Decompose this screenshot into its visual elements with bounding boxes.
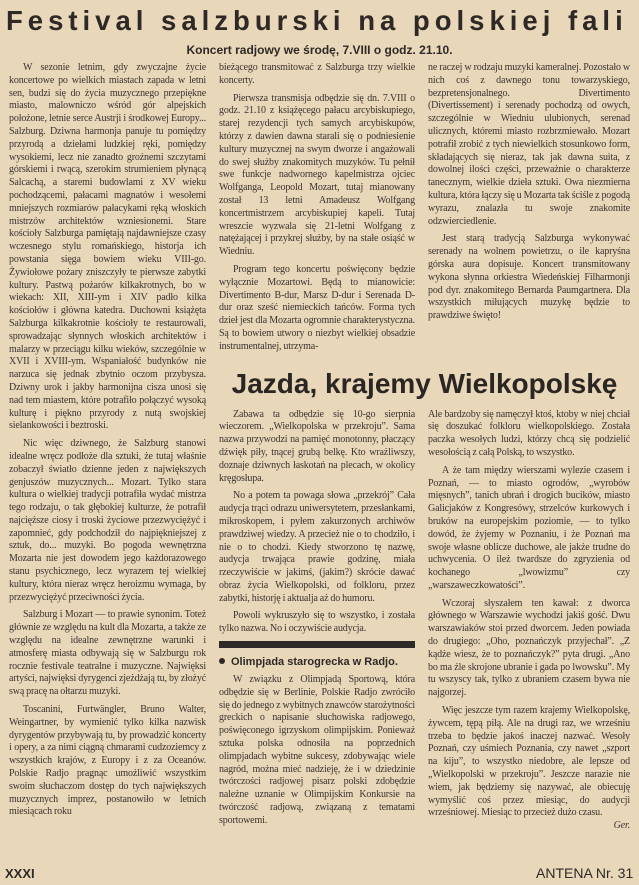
paragraph	[428, 705, 630, 832]
paragraph: bieżącego transmitować z Salzburga trzy wielkie koncerty.	[219, 62, 415, 86]
wielkopolska-column-2	[428, 409, 630, 834]
paragraph: Jest starą tradycją Salzburga wykonywać serenady na wolnem powietrzu, o ile kapryśna górska aura dopisuje. Koncert transmitowany wykona słynna orkiestra Wiedeńskiej Filharmonji pod dyr. znakomitego Bernarda Paumgartnera. Dla wszystkich miłujących muzykę będzie to prawdziwe święto!	[428, 233, 630, 322]
paragraph: Ale bardzoby się namęczył ktoś, ktoby w niej chciał się doszukać folkloru wielkopolskiego. Została paczka wesołych ludzi, którzy chcą się podzielić wesołością z całą Polską, to wszystko.	[428, 408, 630, 458]
paragraph: Wczoraj słyszałem ten kawał: z dworca głównego w Warszawie wychodzi jakiś gość. Dwu warszawiaków stoi przed dworcem. Jeden powiada do drugiego: „Oho, poznańczyk przyjechał”. „Z kądże wiesz, że to poznańczyk?” pyta drugi. „Ano bo ma źle skrojone ubranie i gada po lwowsku”. My tu wszyscy tak, tylko z ubraniem czasem bywa nie najgorzej.	[428, 597, 630, 699]
paragraph: W związku z Olimpjadą Sportową, która odbędzie się w Berlinie, Polskie Radjo zwróciło się do jednego z wybitnych znawców starożytności greckich o napisanie słuchowiska radjowego, poświęconego igrzyskom olimpijskim. Ponieważ sztuka polska odnosiła na poprzednich olimpjadach wybitne sukcesy, zdobywając wiele nagród, można mieć nadzieję, że i w dziedzinie twórczości radjowej pisarz polski zdobędzie należne uznanie w Olimpijskim Konkursie na twórczość radjową, związaną z tematami sportowemi.	[219, 674, 415, 826]
wielkopolska-left-stack	[219, 409, 415, 833]
wielkopolska-columns-row	[219, 409, 630, 834]
salzburg-column-2	[219, 62, 415, 359]
paragraph: ne raczej w rodzaju muzyki kameralnej. Pozostało w nich coś z dawnego tonu towarzyskiego, bezpretensjonalnego. Divertimento (Divertissement) i serenady pochodzą od owych, szczególnie w Wiedniu ulubionych, serenad ulicznych, któremi miasto rozbrzmiewało. Mozart potrafił zrobić z tych niewielkich stosunkowo form, składających się nieraz, tak jak dawna suita, z dowolnej ilości części, przeważnie o charakterze tanecznym, wielkie dzieła sztuki. Owa niezmierna kultura, która łączy się u Mozarta tak ściśle z pogodą wyrazu, znalazła tu swoje znakomite odzwierciedlenie.	[428, 62, 630, 227]
paragraph: Powoli wykruszyło się to wszystko, i została tylko nazwa. No i oczywiście audycja.	[219, 610, 415, 635]
paragraph: Program tego koncertu poświęcony będzie wyłącznie Mozartowi. Będą to mianowicie: Divertimento B-dur, Marsz D-dur i Serenada D-dur oraz sześć niemieckich tańców. Forma tych dzieł jest dla Mozarta ogromnie charakterystyczna. Są to bowiem utwory o niezbyt wielkiej obsadzie instrumentalnej, utrzyma-	[219, 263, 415, 352]
bullet-icon	[219, 658, 225, 664]
paragraph: Pierwsza transmisja odbędzie się dn. 7.VIII o godz. 21.10 z książęcego pałacu arcybiskupiego, starej rezydencji tych samych arcybiskupów, którzy z dawien dawna starali się o podniesienie kultury muzycznej na swym dworze i angażowali do swej służby znakomitych muzyków. Tu pełnił swe funkcje nadwornego kapelmistrza ojciec Wolfganga, Leopold Mozart, tutaj mianowany został 13 letni Amadeusz Wolfgang koncertmistrzem arcybiskupiej kapeli. Tutaj wreszcie wyzwala się 21-letni Wolfgang z natężającej i przykrej służby, by na stałe osiąść w Wiedniu.	[219, 92, 415, 258]
paragraph: Nic więc dziwnego, że Salzburg stanowi idealne wręcz podłoże dla sztuki, że tutaj właśnie zobaczył światło dzienne jeden z największych genjuszów muzycznych... Mozart. Tylko stara kultura o wielkiej tradycji potrafiła wydać mistrza tego rodzaju, o tak głębokiej kulturze, że potrafił najcięższe ciosy i troski życiowe przezwyciężyć i zapomnieć, gdy podchodził do najpiękniejszej z sztuk, do... muzyki. Bo pogoda wewnętrzna Mozarta nie jest dowodem jego każdorazowego stanu psychicznego, lecz wyrazem tej wielkiej kultury, która nieraz wręcz heroizmu wymaga, by przezwyciężyć przeciwności życia.	[9, 438, 206, 603]
wielkopolska-column-1	[219, 409, 415, 637]
paragraph: A że tam między wierszami wylezie czasem i Poznań, — to miasto ogrodów, „wyrobów mięsnych”, tanich ubrań i drogich bucików, miasto Galicjaków z Kongresówy, strzelców kurkowych i bruków na europejskim poziomie, — to tylko dowód, że żyjemy w Poznaniu, i że Poznań ma swoje własne oblicze duchowe, ale jakże trudne do uchwycenia. O ileż twardsze do zgryzienia od kochanego „lwowizmu” czy „warszaweczkowatości”.	[428, 464, 630, 591]
olympiad-heading	[219, 655, 415, 669]
section-divider-bar	[219, 641, 415, 648]
article-title-salzburg-festival: Festival salzburski na polskiej fali	[6, 5, 628, 36]
right-area	[219, 62, 630, 833]
olympiad-column	[219, 674, 415, 828]
salzburg-columns-row	[219, 62, 630, 359]
article-subtitle-concert-time: Koncert radjowy we środę, 7.VIII o godz. 21.10.	[186, 43, 453, 57]
salzburg-column-1	[9, 62, 206, 824]
salzburg-column-3	[428, 62, 630, 328]
paragraph: Salzburg i Mozart — to prawie synonim. Toteż głównie ze względu na kult dla Mozarta, a także ze względu na idealne zewnętrzne warunki i atmosferę miasta odbywają się w Salzburgu rok rocznie festivale teatralne i muzyczne. Najwięksi artyści, najwięksi dyrygenci zjeżdżają tu, by złożyć swą pracę na ołtarzu muzyki.	[9, 609, 206, 698]
paragraph: Toscanini, Furtwängler, Bruno Walter, Weingartner, by wymienić tylko kilka nazwisk dyrygentów przybywają tu, by prowadzić koncerty i opery, a za nimi ciągną chmarami cudzoziemcy z wszystkich krajów, z Europy i z za Oceanów. Polskie Radjo pragnąc umożliwić wszystkim swoim słuchaczom dostęp do tych największych muzycznych imprez, postanowiło w letnich miesiącach roku	[9, 704, 206, 818]
paragraph-text: Więc jeszcze tym razem krajemy Wielkopolskę, żywcem, tępą piłą. Ale na drugi raz, we wrześniu trzeba to będzie jakoś inaczej nazwać. Wesoły Poznań, czy uśmiech Poznania, czy nawet „szport na kiju”, to wszystko niedobre, ale lepsze od „Wielkopolski w przekroju”. Jeszcze narazie nie wiem, jak będziemy się nazywać, ale obiecuję wymyślić coś przez miesiąc, do audycji wrześniowej. Miesiąc to przecież dużo czasu.	[428, 705, 630, 819]
article-title-wielkopolska: Jazda, krajemy Wielkopolskę	[231, 367, 618, 399]
issue-label: ANTENA Nr. 31	[536, 865, 634, 881]
author-signature: Ger.	[613, 820, 630, 832]
olympiad-heading-text: Olimpjada starogrecka w Radjo.	[231, 656, 398, 669]
page-number: XXXI	[5, 866, 35, 881]
paragraph: W sezonie letnim, gdy zwyczajne życie koncertowe po wielkich miastach zapada w letni sen, budzi się do życia muzycznego przepiękne miasto, malowniczo wśród gór alpejskich położone, letnie serce Austrji i środkowej Europy... Salzburg. Dziwna harmonja panuje tu pomiędzy przyrodą a dziełami ludzkiej ręki, pomiędzy wysokiemi, lecz nie zanadto groźnemi szczytami górskiemi i rwącą, szerokim strumieniem płynącą Salcachą, a staremi budowlami z XV wieku pochodzącemi, pałacami magnatów i wesołemi mniejszych rozmiarów pałacykami ręką włoskich mistrzów architektów wzniesionemi. Stare kościoły Salzburga pamiętają najdawniejsze czasy wczesnego stylu romańskiego, historja ich powstania sięga bowiem wieku VIII-go. Żywiołowe pożary zniszczyły te pierwsze zabytki kultury. Pastwą pożarów kilkakrotnych, bo w wiekach: XII, XIII-ym i XIV padło kilka kościołów i główna katedra. Duchowni książęta Salzburga kilkakrotnie kościoły te restaurowali, sprowadzając słynnych włoskich architektów i malarzy w przeciągu kilku wieków, szczególnie w XVII i XVIII-ym. Wspaniałość budynków nie narzuca się jednak zbytnio oczom przybysza. Dziwny urok i jakby harmonijna cisza unosi się nad tem miastem, które potrafiło połączyć wysoką kulturę i piękno przyrody z nutą swojskiej sielankowości i beztroski.	[9, 62, 206, 432]
paragraph: No a potem ta powaga słowa „przekrój” Cała audycja trąci odrazu uniwersytetem, przesłankami, mikroskopem, i pyłem zakurzonych archiwów prawdziwej wiedzy. A przecież nie o to chodziło, i nie o to chodzi. Kiedy stworzono tę nazwę, audycja trwająca prawie godzinę, miała rzeczywiście w jakimś, (jakim?) skrócie dawać obraz życia Wielkopolski, od folkloru, przez zabytki, historję i aktualja aż do humoru.	[219, 490, 415, 604]
paragraph: Zabawa ta odbędzie się 10-go sierpnia wieczorem. „Wielkopolska w przekroju”. Sama nazwa przywodzi na pamięć monotonny, płaczący dźwięk piły, tnącej grubą belkę. Kto wrażliwszy, doznaje dziwnych łaskotań na plecach, w okolicy kręgosłupa.	[219, 408, 415, 484]
